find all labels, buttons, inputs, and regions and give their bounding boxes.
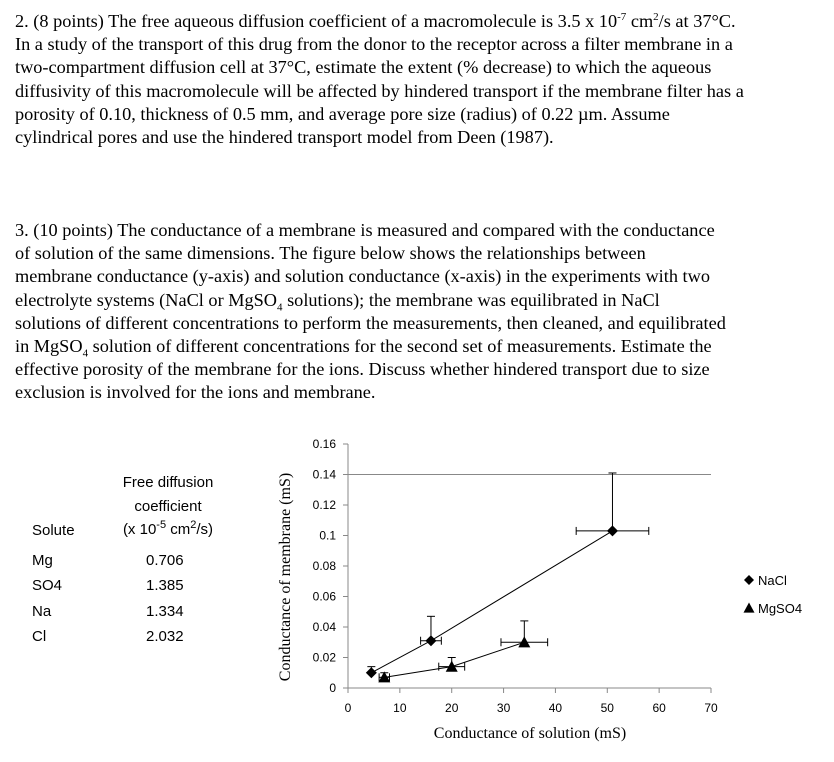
series-line-mgso4 <box>384 642 524 677</box>
q2-line-2: In a study of the transport of this drug from the donor to the receptor across a filter membrane in a <box>15 34 733 55</box>
unit-cm: cm <box>166 521 191 538</box>
y-axis-label: Conductance of membrane (mS) <box>277 472 294 682</box>
data-point-diamond <box>607 525 618 536</box>
legend-label: MgSO4 <box>758 601 803 616</box>
unit-exponent: -5 <box>156 519 167 531</box>
q2-line-1-part-c: /s at 37°C. <box>658 11 736 31</box>
x-tick-label: 60 <box>652 701 666 715</box>
legend-label: NaCl <box>758 573 787 588</box>
q2-line-1-part-a: 2. (8 points) The free aqueous diffusion coefficient of a macromolecule is 3.5 x 10 <box>15 11 618 31</box>
table-row-value: 0.706 <box>146 552 184 569</box>
table-row-solute: Mg <box>32 552 53 569</box>
table-row-solute: SO4 <box>32 577 63 594</box>
q2-line-5: porosity of 0.10, thickness of 0.5 mm, and average pore size (radius) of 0.22 µm. Assume <box>15 103 670 124</box>
data-point-triangle <box>744 603 755 613</box>
q2-exponent: -7 <box>617 10 627 23</box>
y-tick-label: 0.16 <box>312 437 336 451</box>
y-tick-label: 0.04 <box>312 620 336 634</box>
x-tick-label: 50 <box>600 701 614 715</box>
q3-line-4-part-b: solutions); the membrane was equilibrated in NaCl <box>282 289 660 310</box>
q3-line-2: of solution of the same dimensions. The figure below shows the relationships between <box>15 243 646 264</box>
q3-line-6-part-b: solution of different concentrations for the second set of measurements. Estimate the <box>88 336 712 357</box>
data-point-diamond <box>366 667 377 678</box>
q3-line-1: 3. (10 points) The conductance of a membrane is measured and compared with the conductance <box>15 220 715 240</box>
series-line-nacl <box>371 531 612 673</box>
q3-line-6-subscript: 4 <box>82 347 89 360</box>
table-header-line-2: coefficient <box>134 498 202 515</box>
q3-line-3: membrane conductance (y-axis) and solution conductance (x-axis) in the experiments with two <box>15 266 710 287</box>
x-tick-label: 0 <box>344 701 352 715</box>
q3-line-4-subscript: 4 <box>277 301 283 314</box>
table-row-solute: Na <box>32 603 52 620</box>
table-header-solute: Solute <box>32 522 75 539</box>
q2-line-1-part-b: cm <box>626 11 654 31</box>
x-tick-label: 20 <box>445 701 459 715</box>
data-point-diamond <box>744 575 754 585</box>
x-tick-label: 10 <box>393 701 407 715</box>
q3-line-6-part-a: in MgSO <box>15 336 83 357</box>
y-tick-label: 0.12 <box>312 498 336 512</box>
table-row-value: 1.334 <box>146 603 184 620</box>
q2-line-3: two-compartment diffusion cell at 37°C, estimate the extent (% decrease) to which the aqueous <box>15 57 712 78</box>
x-axis-label: Conductance of solution (mS) <box>433 725 627 742</box>
y-tick-label: 0.02 <box>312 650 336 665</box>
x-tick-label: 70 <box>704 701 718 715</box>
y-tick-label: 0 <box>329 681 336 695</box>
x-tick-label: 40 <box>548 701 563 715</box>
y-tick-label: 0.1 <box>319 528 336 543</box>
table-row-value: 1.385 <box>146 577 184 594</box>
data-point-diamond <box>425 635 436 646</box>
q2-unit-exponent: 2 <box>653 10 659 23</box>
table-row-solute: Cl <box>32 628 47 645</box>
table-header-line-1: Free diffusion <box>122 474 214 491</box>
q3-line-7: effective porosity of the membrane for the ions. Discuss whether hindered transport due to size <box>15 359 710 380</box>
unit-suffix: /s) <box>196 521 214 538</box>
unit-prefix: (x 10 <box>122 521 157 538</box>
table-row-value: 2.032 <box>146 628 184 645</box>
unit-cm-exponent: 2 <box>190 519 197 531</box>
q3-line-5: solutions of different concentrations to perform the measurements, then cleaned, and equilibrated <box>15 312 726 333</box>
q3-line-4-part-a: electrolyte systems (NaCl or MgSO <box>15 289 277 310</box>
q2-line-6: cylindrical pores and use the hindered transport model from Deen (1987). <box>15 127 554 148</box>
q2-line-4: diffusivity of this macromolecule will be affected by hindered transport if the membrane filter has a <box>15 80 744 101</box>
y-tick-label: 0.08 <box>312 559 336 573</box>
q3-line-8: exclusion is involved for the ions and membrane. <box>15 382 376 403</box>
x-tick-label: 30 <box>496 701 511 715</box>
y-tick-label: 0.14 <box>312 467 336 482</box>
y-tick-label: 0.06 <box>312 589 336 604</box>
